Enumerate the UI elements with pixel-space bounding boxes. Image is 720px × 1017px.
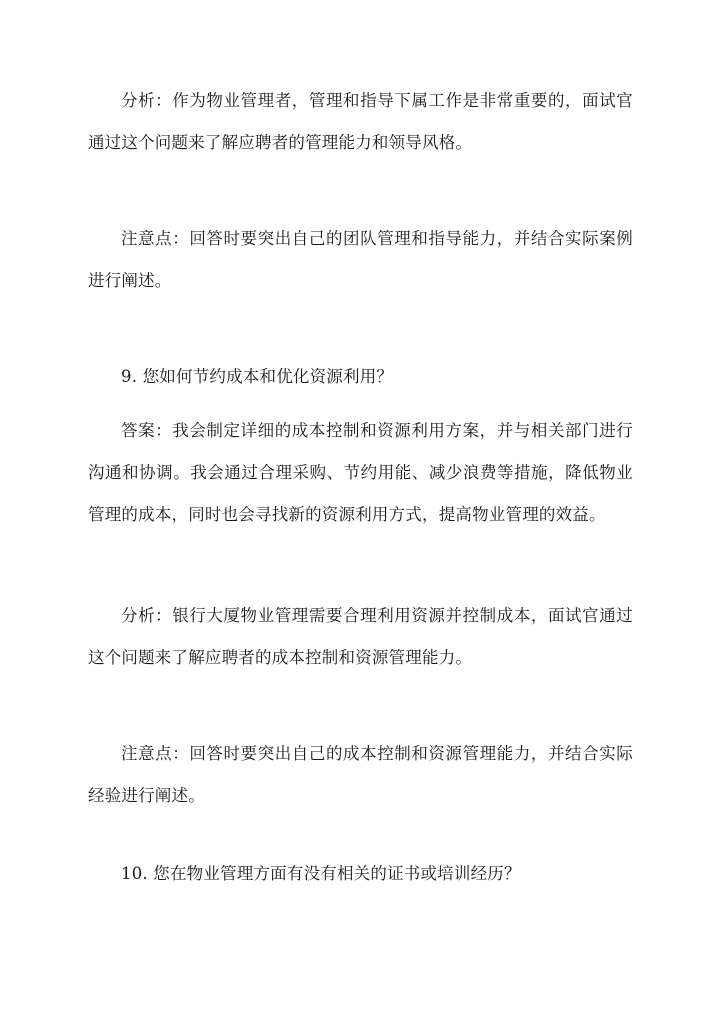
note-paragraph: 注意点：回答时要突出自己的成本控制和资源管理能力，并结合实际经验进行阐述。 xyxy=(88,744,633,805)
question-heading: 9. 您如何节约成本和优化资源利用？ xyxy=(121,367,394,386)
analysis-paragraph: 分析：作为物业管理者，管理和指导下属工作是非常重要的，面试官通过这个问题来了解应聘者的管理能力和领导风格。 xyxy=(88,91,633,152)
question-heading: 10. 您在物业管理方面有没有相关的证书或培训经历？ xyxy=(121,864,521,883)
note-paragraph: 注意点：回答时要突出自己的团队管理和指导能力，并结合实际案例进行阐述。 xyxy=(88,229,633,290)
answer-paragraph: 答案：我会制定详细的成本控制和资源利用方案，并与相关部门进行沟通和协调。我会通过合理采购、节约用能、减少浪费等措施，降低物业管理的成本，同时也会寻找新的资源利用方式，提高物业管理的效益。 xyxy=(88,421,633,524)
analysis-paragraph: 分析：银行大厦物业管理需要合理利用资源并控制成本，面试官通过这个问题来了解应聘者的成本控制和资源管理能力。 xyxy=(88,606,633,667)
